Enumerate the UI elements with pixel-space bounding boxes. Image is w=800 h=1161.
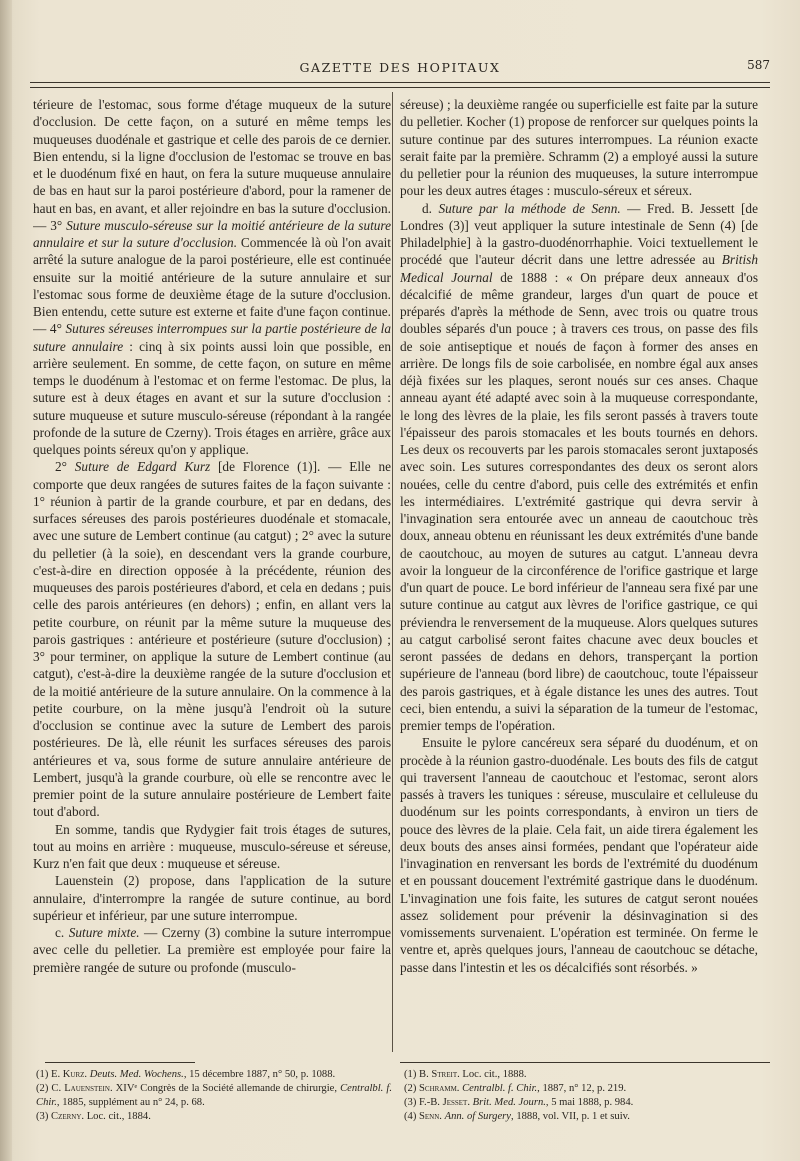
journal-name: British Medical Journal [400, 252, 758, 285]
text-run: — Czerny (3) combine la suture interrompue avec celle du pelletier. La première est employée pour faire la première rangée de suture ou profonde (musculo- [33, 925, 391, 975]
header-rule [30, 82, 770, 88]
italic-heading: Suture musculo-séreuse sur la moitié antérieure de la suture annulaire et sur la suture d'occlusion. [33, 217, 391, 250]
footnote: (3) Czerny. Loc. cit., 1884. [36, 1111, 151, 1122]
paragraph: En somme, tandis que Rydygier fait trois étages de sutures, tout au moins en arrière : muqueuse, musculo-séreuse et séreuse, Kurz n'en fait que deux : muqueuse et séreuse. [33, 821, 391, 871]
footnote: (4) Senn. Ann. of Surgery, 1888, vol. VII, p. 1 et suiv. [404, 1111, 630, 1122]
text-run: c. [55, 925, 65, 940]
footnotes-right [404, 1068, 760, 1124]
paragraph [33, 96, 391, 458]
text-run: 2° [55, 459, 67, 475]
footnote-rule-left [45, 1062, 195, 1063]
paragraph: séreuse) ; la deuxième rangée ou superficielle est faite par la suture du pelletier. Kocher (1) propose de renforcer sur quelques points la suture continue par des sutures interrompues. La réunion exacte serait faite par la première. Schramm (2) a employé aussi la suture du pelletier pour la réunion des muqueuses, la suture interrompue pour les deux autres étages : musculo-séreux et séreux. [400, 97, 758, 199]
page-number: 587 [747, 58, 770, 72]
footnote: (3) F.-B. Jesset. Brit. Med. Journ., 5 mai 1888, p. 984. [404, 1097, 634, 1108]
page-binding-edge [0, 0, 12, 1161]
italic-heading: Suture de Edgard Kurz [74, 459, 211, 475]
text-run: — Fred. B. Jessett [de Londres (3)] veut appliquer la suture intestinale de Senn (4) [de Philadelphie] à la gastro-duodénorrhaphie. Voici textuellement le procédé que l'auteur décrit dans une lettre adressée au [400, 200, 758, 268]
text-run: de 1888 : « On prépare deux anneaux d'os décalcifié de même grandeur, larges d'un quart de pouce et préparés d'après la méthode de Senn, avec trois ou quatre trous doubles séparés d'un pouce ; à travers ces trous, on passe des fils de soie antiseptique et noués de façon à former des anses en arrière. De longs fils de soie carbolisée, en nombre égal aux anses déjà fixées sur les plaques, seront noués sur ces anses. Chaque anneau ayant été adapté avec soin à la muqueuse correspondante, le long des lèvres de la plaie, les fils seront passés à travers toute l'épaisseur des parois stomacales et les bouts tournés en dehors. Les deux os recouverts par les parois stomacales seront juxtaposés avec soin. Les sutures correspondantes des deux os seront alors nouées, celle du centre d'abord, puis celle des extrémités et enfin les intermédiaires. L'extrémité gastrique qui devra servir à l'invagination sera entourée avec un anneau de caoutchouc très doux, anneau obtenu en réunissant les deux extrémités d'une bande de caoutchouc, au moyen de sutures au catgut. L'anneau devra avoir la longueur de la circonférence de l'orifice gastrique et large d'un quart de pouce. Le bord inférieur de l'anneau sera fixé par une suture continue au catgut aux lèvres de l'orifice gastrique, ce qui préviendra le renversement de la muqueuse. Alors quelques sutures au catgut carbolisé seront faites chacune avec deux boucles et seront passées de dedans en dehors, transperçant la portion supérieure de l'anneau (bord libre) de caoutchouc, toute l'épaisseur des parois gastriques, et à égale distance les unes des autres. Tout ceci, bien entendu, a suivi la séparation de la tumeur de l'estomac, premier temps de l'opération. [400, 269, 758, 733]
column-separator [392, 92, 393, 1052]
footnote: (2) C. Lauenstein. XIVᵉ Congrès de la Société allemande de chirurgie, Centralbl. f. Chir., 1885, supplément au n° 24, p. 68. [36, 1083, 392, 1108]
italic-heading: Suture par la méthode de Senn. [438, 200, 621, 216]
italic-heading: Sutures séreuses interrompues sur la partie postérieure de la suture annulaire [33, 321, 391, 354]
running-header [30, 58, 770, 80]
text-run: Commencée là où l'on avait arrêté la suture analogue de la paroi postérieure, elle est continuée ensuite sur la moitié antérieure de la suture annulaire et sur l'estomac sous forme de deuxième étage de la suture d'occlusion. Bien entendu, cette suture est externe et faite d'une façon continue.— 4° [33, 235, 391, 337]
right-column [400, 96, 758, 1046]
text-run: térieure de l'estomac, sous forme d'étage muqueux de la suture d'occlusion. De cette façon, on a suturé en même temps les muqueuses duodénale et gastrique et celle des parois de ce dernier. Bien entendu, si la ligne d'occlusion de l'estomac se trouve en bas et le duodénum fixé en haut, on fera la suture muqueuse annulaire de bas en haut sur la paroi postérieure d'abord, pour la ramener de haut en bas, en avant, et aller rejoindre en bas la suture d'occlusion. — 3° [33, 97, 391, 233]
paragraph: Lauenstein (2) propose, dans l'application de la suture annulaire, d'interrompre la rangée de suture continue, au bord supérieur et inférieur, par une suture interrompue. [33, 873, 391, 923]
footnote: (2) Schramm. Centralbl. f. Chir., 1887, n° 12, p. 219. [404, 1083, 627, 1094]
paragraph [33, 924, 391, 976]
text-run: [de Florence (1)]. — Elle ne comporte que deux rangées de sutures faites de la façon suivante : 1° réunion à partir de la grande courbure, et par en dedans, des surfaces séreuses des parois postérieures duodénale et stomacale, avec une suture de Lembert continue (au catgut) ; 2° avec la suture du pelletier (à la soie), en descendant vers la grande courbure, c'est-à-dire en direction opposée à la précédente, réunion des muqueuses des parois postérieures d'abord, et cela en dedans ; puis celle des parois antérieures (en dehors) ; enfin, en allant vers la petite courbure, on réunit par la même suture la muqueuse des parois gastriques : antérieure et postérieure (suture d'occlusion) ; 3° pour terminer, on applique la suture de Lembert continue (au catgut), c'est-à-dire la deuxième rangée de la suture d'occlusion et de la moitié antérieure de la suture annulaire. On la commence à la petite courbure, on la mène jusqu'à l'endroit où la suture d'occlusion se continue avec la suture de Lembert des parois postérieures. De là, elle réunit les surfaces séreuses des parois antérieures et va, sous forme de suture annulaire antérieure de Lembert, jusqu'à la grande courbure, où elle se rencontre avec le premier point de la suture annulaire postérieure de Lembert faite tout d'abord. [33, 459, 391, 820]
paragraph: Ensuite le pylore cancéreux sera séparé du duodénum, et on procède à la réunion gastro-duodénale. Les bouts des fils de catgut qui traversent l'anneau de caoutchouc et l'estomac, seront alors passés à travers les tuniques : séreuse, musculaire et celluleuse du duodénum sur les points correspondants, à environ un tiers de pouce des lèvres de la plaie. Cela fait, un aide tirera également les deux bouts des anses ainsi formées, pendant que l'opérateur aide l'invagination en renversant les bords de l'extrémité du duodénum et en poussant doucement l'extrémité gastrique dans le duodénum. L'invagination une fois faite, les sutures de catgut seront nouées assez solidement pour prévenir la désinvagination si des vomissements survenaient. L'opération est terminée. On ferme le ventre et, après quelques jours, l'anneau de caoutchouc se détache, passe dans l'intestin et les os décalcifiés sont résorbés. » [400, 735, 758, 975]
journal-title: GAZETTE DES HOPITAUX [299, 60, 501, 75]
paragraph [400, 200, 758, 735]
footnote: (1) B. Streit. Loc. cit., 1888. [404, 1069, 527, 1080]
footnote: (1) E. Kurz. Deuts. Med. Wochens., 15 décembre 1887, n° 50, p. 1088. [36, 1069, 336, 1080]
text-run: d. [422, 200, 432, 216]
text-run: : cinq à six points aussi loin que possible, en arrière seulement. En somme, de cette façon, on suture en même temps le duodénum à l'estomac et on ferme l'estomac. De plus, la suture est à deux étages en avant et sur la suture d'occlusion : suture muqueuse et suture musculo-séreuse (répondant à la rangée profonde de la suture de Czerny). Trois étages en arrière, grâce aux quelques points séreux qu'on y applique. [33, 338, 391, 457]
paragraph [33, 458, 391, 820]
left-column [33, 96, 391, 1048]
footnotes-left [36, 1068, 392, 1124]
italic-heading: Suture mixte. [68, 925, 140, 940]
footnote-rule-right [400, 1062, 770, 1063]
